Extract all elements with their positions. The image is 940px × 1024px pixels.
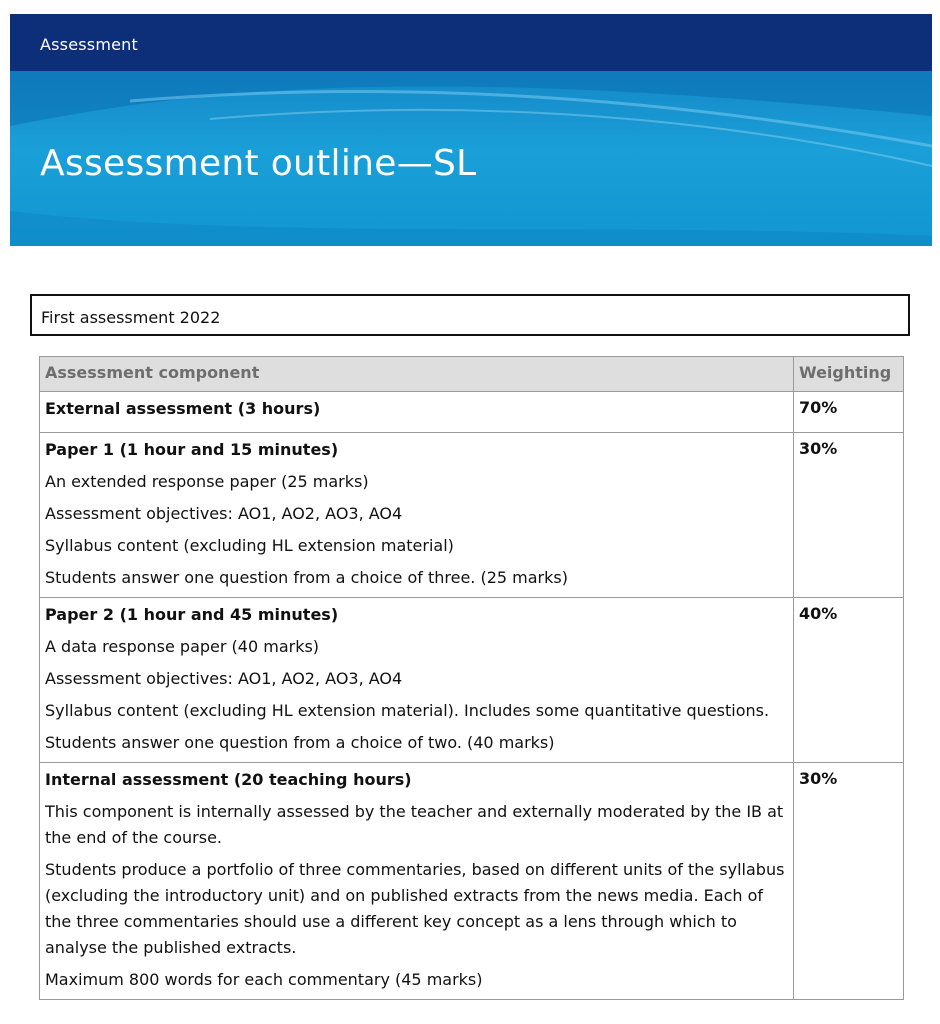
internal-line: Maximum 800 words for each commentary (45 marks) — [45, 970, 483, 989]
section-label: Assessment — [40, 35, 138, 54]
paper2-weighting: 40% — [794, 598, 904, 763]
paper1-line: Assessment objectives: AO1, AO2, AO3, AO4 — [45, 504, 403, 523]
first-assessment-text: First assessment 2022 — [41, 308, 221, 327]
external-assessment-title: External assessment (3 hours) — [45, 399, 321, 418]
table-row-paper1 — [40, 433, 904, 598]
table-header-row — [40, 357, 904, 392]
title-banner — [10, 71, 932, 246]
paper1-title: Paper 1 (1 hour and 15 minutes) — [45, 440, 339, 459]
paper1-line: An extended response paper (25 marks) — [45, 472, 369, 491]
paper2-line: Syllabus content (excluding HL extension material). Includes some quantitative questions. — [45, 701, 770, 720]
internal-weighting: 30% — [794, 763, 904, 1000]
weighting-column-header: Weighting — [794, 357, 904, 392]
component-column-header: Assessment component — [40, 357, 794, 392]
assessment-table — [39, 356, 904, 1000]
internal-assessment-title: Internal assessment (20 teaching hours) — [45, 770, 412, 789]
table-row-internal — [40, 763, 904, 1000]
table-row-paper2 — [40, 598, 904, 763]
paper2-title: Paper 2 (1 hour and 45 minutes) — [45, 605, 339, 624]
paper2-line: Assessment objectives: AO1, AO2, AO3, AO4 — [45, 669, 403, 688]
paper2-line: A data response paper (40 marks) — [45, 637, 320, 656]
paper1-line: Students answer one question from a choice of three. (25 marks) — [45, 568, 568, 587]
paper1-weighting: 30% — [794, 433, 904, 598]
table-row-external — [40, 392, 904, 433]
page-title: Assessment outline—SL — [40, 143, 477, 184]
external-weighting: 70% — [794, 392, 904, 433]
paper1-line: Syllabus content (excluding HL extension material) — [45, 536, 454, 555]
paper2-line: Students answer one question from a choice of two. (40 marks) — [45, 733, 555, 752]
internal-line: This component is internally assessed by the teacher and externally moderated by the IB at the end of the course. — [45, 802, 784, 847]
first-assessment-box — [30, 294, 910, 336]
section-header-bar — [10, 14, 932, 71]
internal-line: Students produce a portfolio of three commentaries, based on different units of the syllabus (excluding the introductory unit) and on published extracts from the news media. Each of the three commentaries should use a different key concept as a lens through which to analyse the published extracts. — [45, 860, 785, 957]
